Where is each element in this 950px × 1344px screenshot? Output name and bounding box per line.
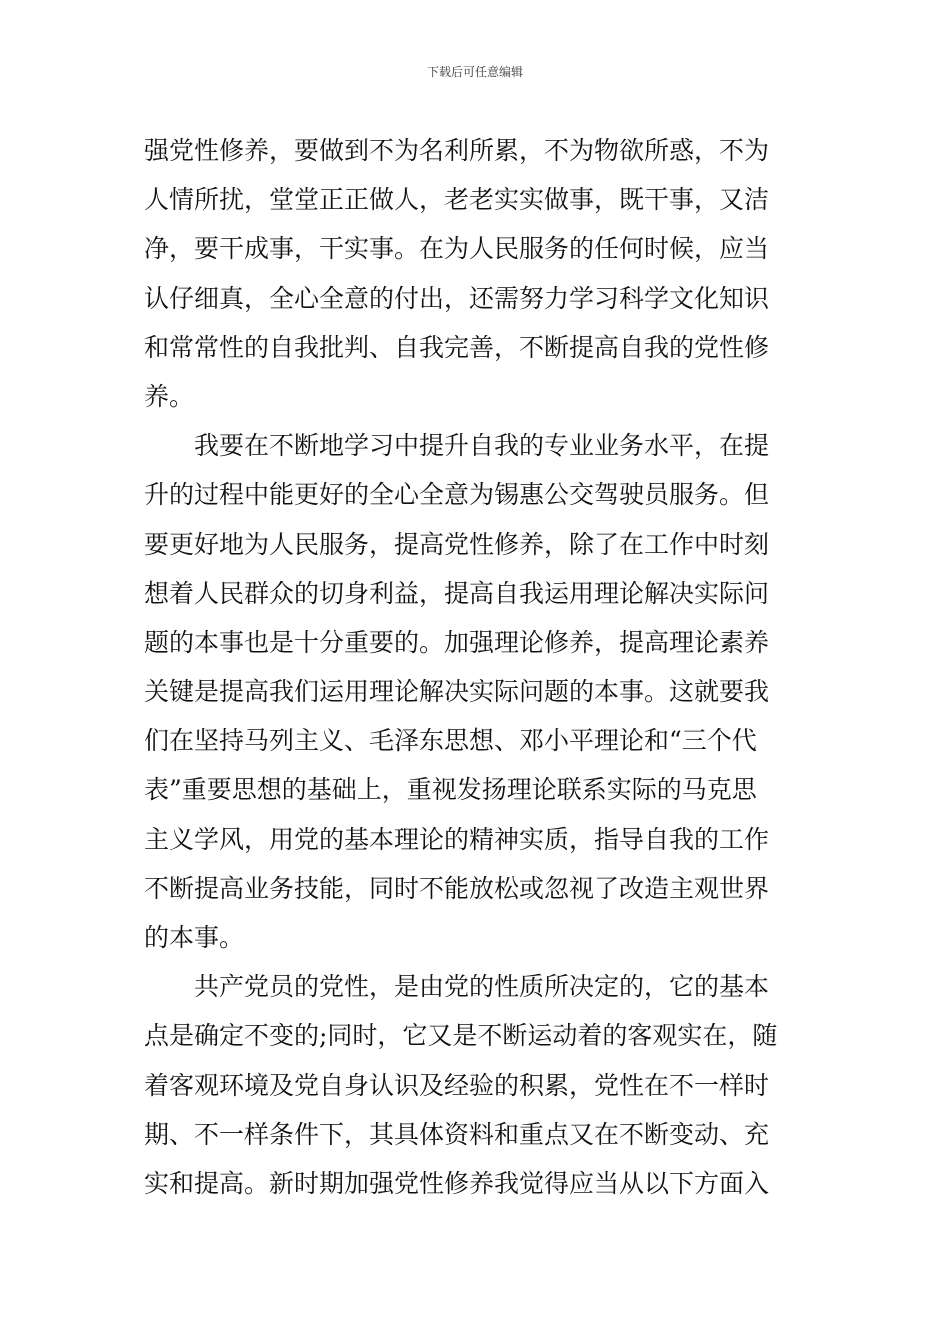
text-line: 人情所扰，堂堂正正做人，老老实实做事，既干事，又洁 <box>144 185 770 215</box>
page-header-note: 下载后可任意编辑 <box>426 65 523 79</box>
text-line: 强党性修养，要做到不为名利所累，不为物欲所惑，不为 <box>144 136 770 165</box>
text-line: 升的过程中能更好的全心全意为锡惠公交驾驶员服务。但 <box>144 480 770 510</box>
text-line: 题的本事也是十分重要的。加强理论修养，提高理论素养 <box>144 627 770 657</box>
text-line: 实和提高。新时期加强党性修养我觉得应当从以下方面入 <box>144 1168 770 1198</box>
text-line: 关键是提高我们运用理论解决实际问题的本事。这就要我 <box>144 677 770 707</box>
text-line: 要更好地为人民服务，提高党性修养，除了在工作中时刻 <box>144 529 770 559</box>
text-line: 主义学风，用党的基本理论的精神实质，指导自我的工作 <box>144 824 770 854</box>
text-line: 想着人民群众的切身利益，提高自我运用理论解决实际问 <box>144 578 770 608</box>
text-line: 养。 <box>144 381 195 411</box>
text-line: 们在坚持马列主义、毛泽东思想、邓小平理论和“三个代 <box>144 726 757 756</box>
text-line: 着客观环境及党自身认识及经验的积累，党性在不一样时 <box>144 1070 770 1100</box>
text-line: 和常常性的自我批判、自我完善，不断提高自我的党性修 <box>144 332 770 362</box>
text-line: 认仔细真，全心全意的付出，还需努力学习科学文化知识 <box>144 283 770 313</box>
text-line: 期、不一样条件下，其具体资料和重点又在不断变动、充 <box>144 1119 770 1149</box>
document-body <box>144 126 809 1208</box>
text-line: 我要在不断地学习中提升自我的专业业务水平，在提 <box>144 431 770 461</box>
text-line: 共产党员的党性，是由党的性质所决定的，它的基本 <box>144 972 770 1002</box>
text-line: 表”重要思想的基础上，重视发扬理论联系实际的马克思 <box>144 775 757 805</box>
text-line: 点是确定不变的;同时，它又是不断运动着的客观实在，随 <box>144 1021 778 1051</box>
text-line: 的本事。 <box>144 923 245 952</box>
text-line: 不断提高业务技能，同时不能放松或忽视了改造主观世界 <box>144 873 770 903</box>
text-line: 净，要干成事，干实事。在为人民服务的任何时候，应当 <box>144 234 770 264</box>
